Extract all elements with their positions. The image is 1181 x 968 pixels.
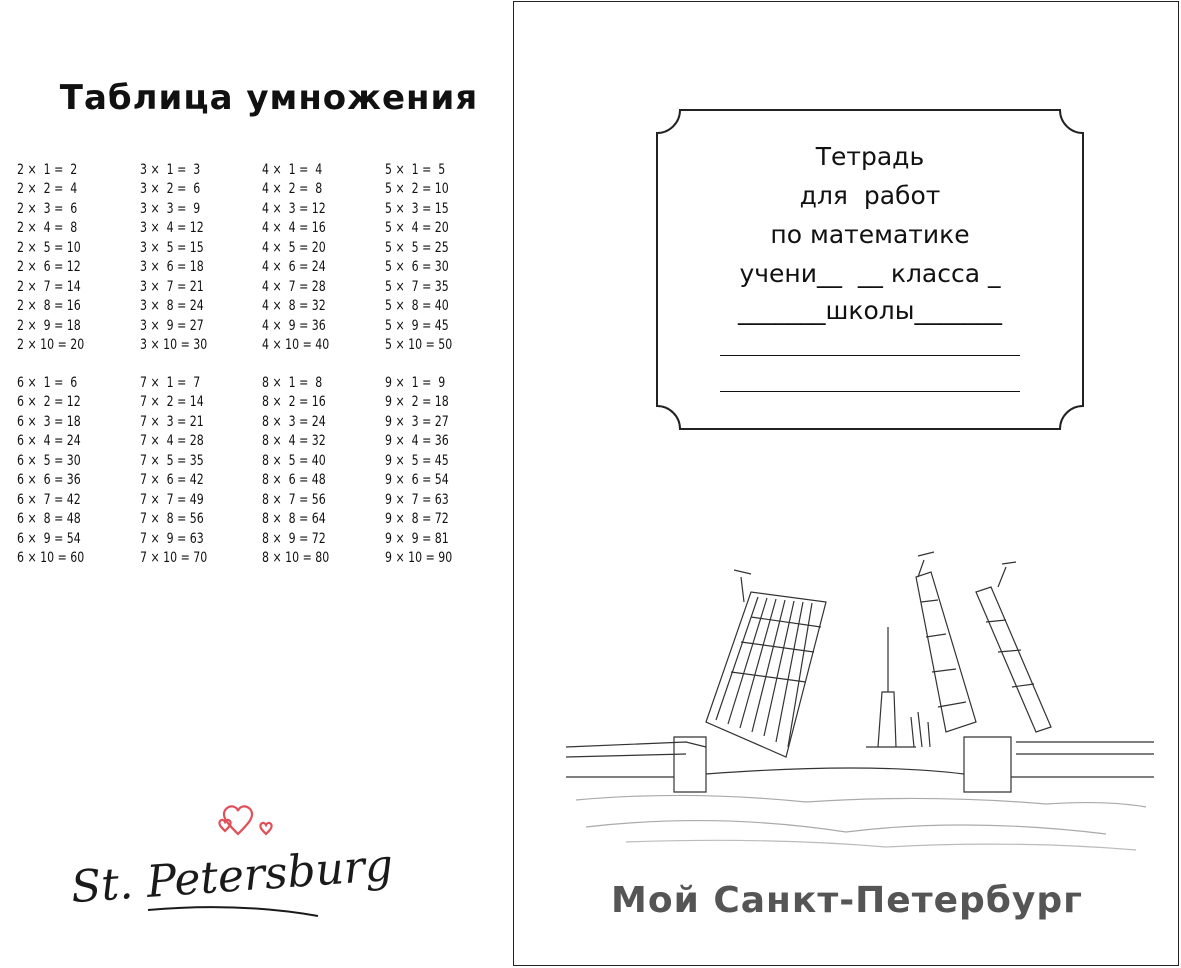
multiplication-fact: 9 × 6 = 54 [384, 472, 449, 489]
table-row [17, 393, 507, 412]
table-row [17, 239, 507, 258]
multiplication-fact: 6 × 2 = 12 [17, 394, 81, 411]
multiplication-fact: 5 × 9 = 45 [384, 317, 449, 334]
label-notebook: Тетрадь [815, 142, 925, 171]
multiplication-block-bottom [17, 374, 507, 568]
multiplication-fact: 4 × 9 = 36 [262, 317, 326, 334]
multiplication-fact: 9 × 5 = 45 [384, 452, 449, 469]
multiplication-fact: 2 × 5 = 10 [17, 239, 81, 256]
cover-label [655, 108, 1085, 433]
table-row [17, 530, 507, 549]
table-row [17, 491, 507, 510]
multiplication-fact: 5 × 3 = 15 [384, 200, 449, 217]
table-row [17, 317, 507, 336]
table-row [17, 258, 507, 277]
name-line-2 [720, 391, 1020, 392]
notebook-cover [513, 1, 1179, 966]
multiplication-fact: 5 × 10 = 50 [384, 336, 452, 353]
table-row [17, 278, 507, 297]
multiplication-fact: 2 × 10 = 20 [17, 336, 85, 353]
label-student-class: учени__ __ класса _ [739, 259, 1001, 288]
table-row [17, 413, 507, 432]
multiplication-fact: 7 × 3 = 21 [139, 413, 204, 430]
multiplication-fact: 2 × 7 = 14 [17, 278, 81, 295]
multiplication-fact: 2 × 6 = 12 [17, 259, 81, 276]
table-row [17, 510, 507, 529]
multiplication-fact: 6 × 1 = 6 [17, 375, 78, 391]
logo-text: St. Petersburg [69, 839, 395, 914]
multiplication-fact: 7 × 5 = 35 [139, 452, 204, 469]
multiplication-fact: 8 × 2 = 16 [262, 394, 326, 411]
table-row [17, 200, 507, 219]
multiplication-fact: 7 × 7 = 49 [139, 491, 204, 508]
multiplication-fact: 5 × 6 = 30 [384, 259, 449, 276]
label-school: _______школы_______ [738, 296, 1002, 325]
multiplication-fact: 2 × 8 = 16 [17, 298, 81, 315]
multiplication-fact: 9 × 4 = 36 [384, 433, 449, 450]
multiplication-fact: 7 × 1 = 7 [139, 375, 200, 391]
table-title: Таблица умножения [59, 78, 479, 118]
multiplication-fact: 4 × 8 = 32 [262, 298, 326, 315]
multiplication-fact: 6 × 3 = 18 [17, 413, 81, 430]
multiplication-fact: 5 × 7 = 35 [384, 278, 449, 295]
label-subject: по математике [770, 220, 970, 249]
multiplication-fact: 7 × 8 = 56 [139, 511, 204, 528]
multiplication-fact: 3 × 5 = 15 [139, 239, 204, 256]
multiplication-fact: 4 × 5 = 20 [262, 239, 326, 256]
multiplication-fact: 4 × 7 = 28 [262, 278, 326, 295]
multiplication-fact: 7 × 6 = 42 [139, 472, 204, 489]
multiplication-fact: 5 × 2 = 10 [384, 181, 449, 198]
multiplication-fact: 8 × 7 = 56 [262, 491, 326, 508]
multiplication-fact: 5 × 8 = 40 [384, 298, 449, 315]
multiplication-fact: 4 × 6 = 24 [262, 259, 326, 276]
multiplication-fact: 8 × 10 = 80 [262, 549, 330, 566]
multiplication-fact: 9 × 1 = 9 [384, 375, 445, 391]
table-row [17, 374, 507, 393]
multiplication-fact: 4 × 3 = 12 [262, 200, 326, 217]
multiplication-fact: 7 × 2 = 14 [139, 394, 204, 411]
multiplication-fact: 9 × 8 = 72 [384, 511, 449, 528]
multiplication-fact: 6 × 4 = 24 [17, 433, 81, 450]
back-page [0, 0, 512, 968]
table-row [17, 471, 507, 490]
multiplication-fact: 8 × 1 = 8 [262, 375, 323, 391]
table-row [17, 180, 507, 199]
multiplication-fact: 6 × 5 = 30 [17, 452, 81, 469]
multiplication-fact: 7 × 10 = 70 [139, 549, 207, 566]
multiplication-fact: 4 × 10 = 40 [262, 336, 330, 353]
multiplication-fact: 9 × 3 = 27 [384, 413, 449, 430]
multiplication-fact: 5 × 4 = 20 [384, 220, 449, 237]
multiplication-fact: 4 × 1 = 4 [262, 162, 323, 178]
drawbridge-illustration [566, 542, 1154, 857]
multiplication-fact: 3 × 8 = 24 [139, 298, 204, 315]
multiplication-fact: 6 × 10 = 60 [17, 549, 85, 566]
table-row [17, 297, 507, 316]
multiplication-fact: 8 × 3 = 24 [262, 413, 326, 430]
multiplication-fact: 5 × 1 = 5 [384, 162, 445, 178]
multiplication-fact: 3 × 7 = 21 [139, 278, 204, 295]
label-for-work: для работ [799, 181, 941, 210]
table-row [17, 549, 507, 568]
multiplication-fact: 2 × 4 = 8 [17, 220, 78, 237]
cover-title: Мой Санкт-Петербург [611, 880, 1083, 921]
multiplication-fact: 3 × 2 = 6 [139, 181, 200, 198]
multiplication-fact: 7 × 9 = 63 [139, 530, 204, 547]
multiplication-fact: 3 × 10 = 30 [139, 336, 207, 353]
multiplication-fact: 9 × 2 = 18 [384, 394, 449, 411]
multiplication-fact: 7 × 4 = 28 [139, 433, 204, 450]
multiplication-fact: 6 × 6 = 36 [17, 472, 81, 489]
table-row [17, 161, 507, 180]
multiplication-fact: 3 × 4 = 12 [139, 220, 204, 237]
multiplication-fact: 3 × 6 = 18 [139, 259, 204, 276]
multiplication-fact: 3 × 3 = 9 [139, 200, 200, 217]
multiplication-fact: 6 × 7 = 42 [17, 491, 81, 508]
multiplication-fact: 4 × 4 = 16 [262, 220, 326, 237]
multiplication-fact: 8 × 4 = 32 [262, 433, 326, 450]
multiplication-fact: 5 × 5 = 25 [384, 239, 449, 256]
multiplication-fact: 2 × 3 = 6 [17, 200, 78, 217]
hearts-icon [219, 806, 271, 834]
multiplication-fact: 4 × 2 = 8 [262, 181, 323, 198]
multiplication-fact: 6 × 8 = 48 [17, 511, 81, 528]
table-row [17, 336, 507, 355]
multiplication-fact: 8 × 6 = 48 [262, 472, 326, 489]
table-row [17, 432, 507, 451]
multiplication-fact: 6 × 9 = 54 [17, 530, 81, 547]
multiplication-fact: 9 × 9 = 81 [384, 530, 449, 547]
multiplication-fact: 2 × 9 = 18 [17, 317, 81, 334]
multiplication-fact: 2 × 1 = 2 [17, 162, 78, 178]
st-petersburg-logo [69, 798, 395, 938]
multiplication-block-top [17, 161, 507, 355]
multiplication-fact: 9 × 10 = 90 [384, 549, 452, 566]
name-line-1 [720, 355, 1020, 356]
multiplication-fact: 8 × 5 = 40 [262, 452, 326, 469]
multiplication-fact: 3 × 9 = 27 [139, 317, 204, 334]
multiplication-fact: 8 × 9 = 72 [262, 530, 326, 547]
multiplication-fact: 2 × 2 = 4 [17, 181, 78, 198]
multiplication-fact: 8 × 8 = 64 [262, 511, 326, 528]
multiplication-fact: 3 × 1 = 3 [139, 162, 200, 178]
table-row [17, 452, 507, 471]
multiplication-fact: 9 × 7 = 63 [384, 491, 449, 508]
table-row [17, 219, 507, 238]
